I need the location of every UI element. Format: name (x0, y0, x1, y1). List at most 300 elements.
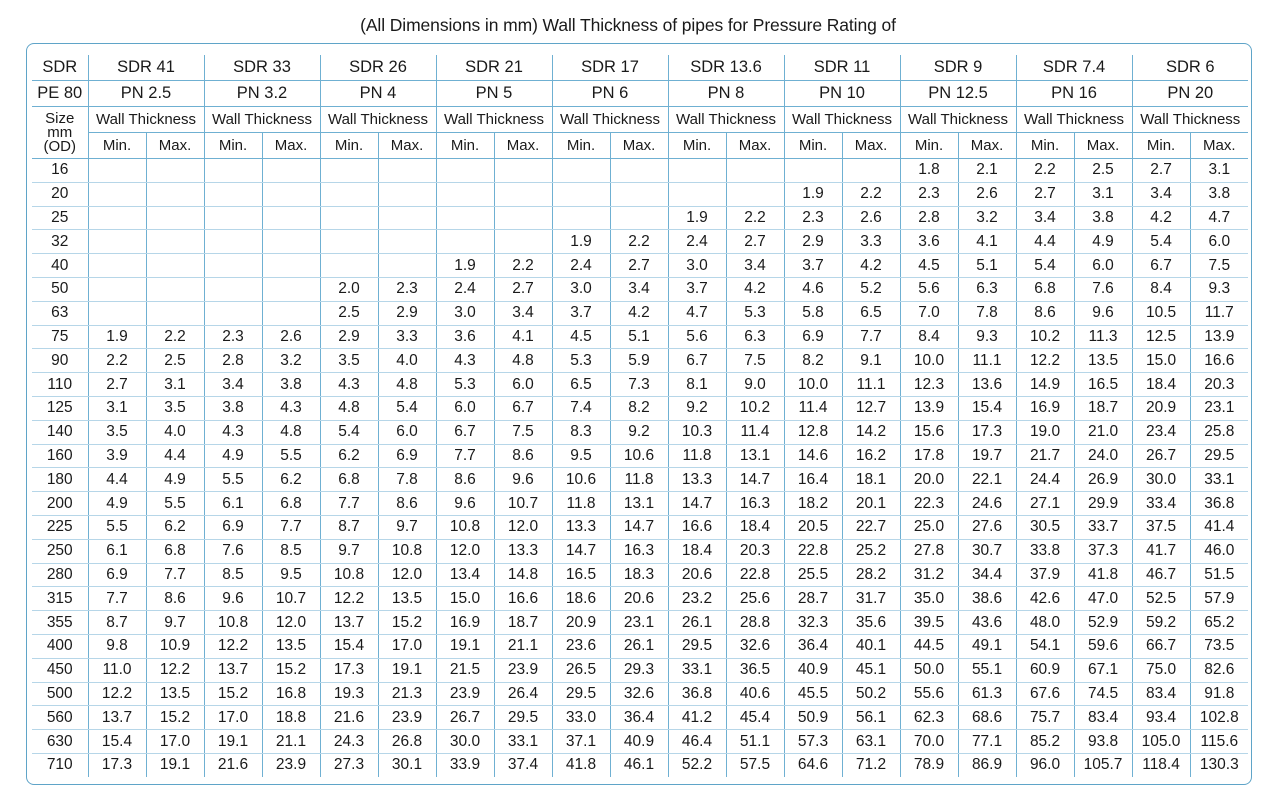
max-value-cell (378, 254, 436, 278)
max-value-cell: 8.5 (262, 539, 320, 563)
max-value-cell (610, 159, 668, 183)
min-value-cell: 16.9 (436, 611, 494, 635)
table-row (32, 206, 1248, 230)
max-value-cell (146, 254, 204, 278)
pn-header: PN 16 (1016, 81, 1132, 107)
min-value-cell: 5.4 (1016, 254, 1074, 278)
min-value-cell: 10.8 (320, 563, 378, 587)
min-value-cell (88, 230, 146, 254)
max-value-cell: 26.8 (378, 730, 436, 754)
min-value-cell: 46.4 (668, 730, 726, 754)
min-value-cell: 15.4 (88, 730, 146, 754)
min-value-cell: 9.5 (552, 444, 610, 468)
size-cell: 250 (32, 539, 88, 563)
max-value-cell: 21.1 (494, 634, 552, 658)
table-row (32, 159, 1248, 183)
max-value-cell: 16.8 (262, 682, 320, 706)
min-value-cell (320, 254, 378, 278)
min-value-cell: 6.9 (784, 325, 842, 349)
min-value-cell: 2.5 (320, 301, 378, 325)
max-value-cell: 29.9 (1074, 492, 1132, 516)
min-header: Min. (320, 133, 378, 159)
min-value-cell: 20.9 (552, 611, 610, 635)
max-value-cell: 5.5 (146, 492, 204, 516)
min-value-cell: 13.7 (88, 706, 146, 730)
max-value-cell: 10.7 (262, 587, 320, 611)
max-header: Max. (262, 133, 320, 159)
max-value-cell: 2.2 (610, 230, 668, 254)
max-value-cell: 17.0 (146, 730, 204, 754)
min-value-cell (204, 230, 262, 254)
max-value-cell: 68.6 (958, 706, 1016, 730)
min-value-cell: 1.9 (436, 254, 494, 278)
max-value-cell: 8.2 (610, 396, 668, 420)
max-value-cell: 9.6 (1074, 301, 1132, 325)
max-value-cell: 4.2 (726, 277, 784, 301)
max-value-cell: 18.4 (726, 515, 784, 539)
min-value-cell: 37.9 (1016, 563, 1074, 587)
max-value-cell: 37.4 (494, 753, 552, 776)
min-value-cell: 12.0 (436, 539, 494, 563)
min-value-cell: 30.0 (436, 730, 494, 754)
max-value-cell (146, 277, 204, 301)
table-row (32, 254, 1248, 278)
table-row (32, 682, 1248, 706)
min-value-cell (320, 206, 378, 230)
min-value-cell: 42.6 (1016, 587, 1074, 611)
max-value-cell: 40.1 (842, 634, 900, 658)
max-value-cell: 86.9 (958, 753, 1016, 776)
min-value-cell: 66.7 (1132, 634, 1190, 658)
table-row (32, 706, 1248, 730)
min-value-cell (88, 206, 146, 230)
min-value-cell: 10.3 (668, 420, 726, 444)
max-value-cell: 13.5 (262, 634, 320, 658)
size-cell: 20 (32, 182, 88, 206)
max-value-cell: 6.8 (146, 539, 204, 563)
min-value-cell: 33.8 (1016, 539, 1074, 563)
max-value-cell: 9.2 (610, 420, 668, 444)
max-value-cell (726, 182, 784, 206)
min-value-cell: 18.4 (1132, 373, 1190, 397)
min-value-cell: 4.5 (900, 254, 958, 278)
max-value-cell: 7.7 (842, 325, 900, 349)
max-value-cell: 4.1 (494, 325, 552, 349)
max-value-cell: 20.6 (610, 587, 668, 611)
max-value-cell (494, 206, 552, 230)
min-value-cell: 17.0 (204, 706, 262, 730)
max-value-cell: 6.3 (958, 277, 1016, 301)
min-value-cell: 11.4 (784, 396, 842, 420)
max-value-cell: 14.8 (494, 563, 552, 587)
max-value-cell: 26.1 (610, 634, 668, 658)
min-value-cell: 12.3 (900, 373, 958, 397)
min-value-cell: 13.3 (552, 515, 610, 539)
max-value-cell: 11.8 (610, 468, 668, 492)
min-value-cell: 3.7 (668, 277, 726, 301)
min-value-cell: 4.6 (784, 277, 842, 301)
max-value-cell: 9.1 (842, 349, 900, 373)
max-value-cell: 3.4 (610, 277, 668, 301)
max-value-cell: 9.7 (146, 611, 204, 635)
max-value-cell: 24.0 (1074, 444, 1132, 468)
min-value-cell: 36.8 (668, 682, 726, 706)
max-value-cell: 3.3 (378, 325, 436, 349)
min-value-cell (320, 230, 378, 254)
max-value-cell (610, 206, 668, 230)
max-value-cell: 15.2 (262, 658, 320, 682)
min-value-cell (88, 159, 146, 183)
size-cell: 560 (32, 706, 88, 730)
max-value-cell: 5.2 (842, 277, 900, 301)
max-value-cell: 7.6 (1074, 277, 1132, 301)
max-value-cell: 23.9 (378, 706, 436, 730)
pn-header: PN 5 (436, 81, 552, 107)
min-value-cell: 8.2 (784, 349, 842, 373)
table-row (32, 611, 1248, 635)
min-value-cell (552, 159, 610, 183)
table-row (32, 396, 1248, 420)
min-value-cell: 22.8 (784, 539, 842, 563)
min-value-cell: 12.2 (1016, 349, 1074, 373)
sdr-header: SDR 26 (320, 55, 436, 81)
min-value-cell: 4.3 (436, 349, 494, 373)
min-value-cell: 14.7 (668, 492, 726, 516)
max-header: Max. (1074, 133, 1132, 159)
min-value-cell: 6.8 (1016, 277, 1074, 301)
max-value-cell: 57.5 (726, 753, 784, 776)
min-value-cell: 10.8 (204, 611, 262, 635)
min-value-cell: 9.7 (320, 539, 378, 563)
min-value-cell: 12.8 (784, 420, 842, 444)
size-cell: 280 (32, 563, 88, 587)
min-value-cell: 30.5 (1016, 515, 1074, 539)
min-value-cell: 70.0 (900, 730, 958, 754)
max-value-cell: 14.7 (726, 468, 784, 492)
max-value-cell: 11.1 (958, 349, 1016, 373)
min-value-cell: 7.7 (436, 444, 494, 468)
min-value-cell: 33.0 (552, 706, 610, 730)
max-value-cell: 33.7 (1074, 515, 1132, 539)
min-value-cell: 11.8 (668, 444, 726, 468)
page-title: (All Dimensions in mm) Wall Thickness of pipes for Pressure Rating of (360, 15, 896, 35)
max-value-cell: 33.1 (1190, 468, 1248, 492)
min-value-cell: 2.2 (1016, 159, 1074, 183)
min-value-cell: 83.4 (1132, 682, 1190, 706)
min-value-cell: 3.4 (204, 373, 262, 397)
min-value-cell: 26.5 (552, 658, 610, 682)
table-row (32, 730, 1248, 754)
min-value-cell: 19.0 (1016, 420, 1074, 444)
pn-header: PN 12.5 (900, 81, 1016, 107)
max-header: Max. (494, 133, 552, 159)
sdr-header: SDR 7.4 (1016, 55, 1132, 81)
min-value-cell: 32.3 (784, 611, 842, 635)
min-value-cell: 75.7 (1016, 706, 1074, 730)
max-value-cell: 67.1 (1074, 658, 1132, 682)
max-value-cell (262, 277, 320, 301)
min-value-cell (204, 301, 262, 325)
table-row (32, 587, 1248, 611)
min-value-cell: 3.8 (204, 396, 262, 420)
max-value-cell: 130.3 (1190, 753, 1248, 776)
sdr-header: SDR 13.6 (668, 55, 784, 81)
size-cell: 180 (32, 468, 88, 492)
max-value-cell: 10.8 (378, 539, 436, 563)
max-value-cell: 12.2 (146, 658, 204, 682)
max-value-cell: 27.6 (958, 515, 1016, 539)
max-value-cell: 21.1 (262, 730, 320, 754)
min-value-cell: 6.7 (436, 420, 494, 444)
min-value-cell: 9.6 (204, 587, 262, 611)
min-value-cell: 1.9 (552, 230, 610, 254)
max-value-cell: 59.6 (1074, 634, 1132, 658)
min-value-cell (88, 301, 146, 325)
table-row (32, 325, 1248, 349)
min-value-cell: 15.2 (204, 682, 262, 706)
max-value-cell: 9.5 (262, 563, 320, 587)
pn-header: PN 20 (1132, 81, 1248, 107)
min-value-cell: 21.6 (320, 706, 378, 730)
max-value-cell: 45.1 (842, 658, 900, 682)
min-value-cell: 18.6 (552, 587, 610, 611)
min-value-cell: 4.3 (320, 373, 378, 397)
max-value-cell: 2.7 (610, 254, 668, 278)
min-value-cell: 7.0 (900, 301, 958, 325)
size-cell: 40 (32, 254, 88, 278)
min-value-cell: 3.5 (88, 420, 146, 444)
size-cell: 32 (32, 230, 88, 254)
min-value-cell: 4.4 (1016, 230, 1074, 254)
size-cell: 25 (32, 206, 88, 230)
min-header: Min. (436, 133, 494, 159)
size-cell: 315 (32, 587, 88, 611)
min-value-cell: 8.7 (88, 611, 146, 635)
wall-thickness-header: Wall Thickness (900, 107, 1016, 133)
min-value-cell: 2.9 (320, 325, 378, 349)
min-value-cell: 2.2 (88, 349, 146, 373)
min-value-cell: 12.2 (320, 587, 378, 611)
sdr-header: SDR 21 (436, 55, 552, 81)
min-value-cell: 3.7 (552, 301, 610, 325)
max-value-cell: 9.0 (726, 373, 784, 397)
min-value-cell: 4.4 (88, 468, 146, 492)
max-value-cell (610, 182, 668, 206)
max-value-cell: 2.2 (146, 325, 204, 349)
min-value-cell: 3.4 (1132, 182, 1190, 206)
min-value-cell: 4.5 (552, 325, 610, 349)
min-value-cell: 3.4 (1016, 206, 1074, 230)
min-value-cell: 2.8 (900, 206, 958, 230)
max-value-cell: 7.3 (610, 373, 668, 397)
max-value-cell: 25.2 (842, 539, 900, 563)
min-value-cell (436, 230, 494, 254)
max-value-cell: 22.7 (842, 515, 900, 539)
max-value-cell: 36.5 (726, 658, 784, 682)
size-header-line: (OD) (43, 137, 76, 155)
max-value-cell: 2.6 (958, 182, 1016, 206)
size-cell: 50 (32, 277, 88, 301)
max-value-cell: 45.4 (726, 706, 784, 730)
min-value-cell: 8.3 (552, 420, 610, 444)
wall-thickness-header: Wall Thickness (436, 107, 552, 133)
max-value-cell: 25.8 (1190, 420, 1248, 444)
max-value-cell: 83.4 (1074, 706, 1132, 730)
min-value-cell: 4.8 (320, 396, 378, 420)
min-value-cell: 7.7 (320, 492, 378, 516)
table-row (32, 563, 1248, 587)
max-value-cell: 47.0 (1074, 587, 1132, 611)
min-value-cell: 16.6 (668, 515, 726, 539)
min-value-cell: 10.8 (436, 515, 494, 539)
min-value-cell: 11.0 (88, 658, 146, 682)
pn-header: PN 3.2 (204, 81, 320, 107)
min-value-cell: 20.6 (668, 563, 726, 587)
min-value-cell: 8.4 (900, 325, 958, 349)
min-value-cell: 17.3 (88, 753, 146, 776)
min-value-cell: 17.3 (320, 658, 378, 682)
min-value-cell: 6.5 (552, 373, 610, 397)
min-value-cell: 19.1 (436, 634, 494, 658)
max-value-cell (262, 230, 320, 254)
min-value-cell: 6.7 (1132, 254, 1190, 278)
min-value-cell: 6.7 (668, 349, 726, 373)
size-header (32, 107, 88, 159)
min-value-cell: 33.1 (668, 658, 726, 682)
max-value-cell: 18.7 (494, 611, 552, 635)
max-value-cell: 31.7 (842, 587, 900, 611)
min-value-cell: 2.3 (204, 325, 262, 349)
sdr-header: SDR 17 (552, 55, 668, 81)
max-value-cell: 4.8 (262, 420, 320, 444)
min-value-cell: 10.5 (1132, 301, 1190, 325)
min-value-cell: 5.5 (204, 468, 262, 492)
max-value-cell: 102.8 (1190, 706, 1248, 730)
max-value-cell: 19.1 (146, 753, 204, 776)
max-value-cell: 36.8 (1190, 492, 1248, 516)
size-header-line: Size (45, 109, 75, 127)
min-value-cell (436, 159, 494, 183)
min-value-cell: 1.9 (88, 325, 146, 349)
min-value-cell: 3.0 (552, 277, 610, 301)
min-value-cell: 41.7 (1132, 539, 1190, 563)
min-value-cell: 8.7 (320, 515, 378, 539)
min-value-cell: 14.7 (552, 539, 610, 563)
min-value-cell: 27.1 (1016, 492, 1074, 516)
max-value-cell: 6.5 (842, 301, 900, 325)
min-value-cell: 57.3 (784, 730, 842, 754)
max-value-cell: 29.3 (610, 658, 668, 682)
min-value-cell: 25.0 (900, 515, 958, 539)
max-value-cell: 6.0 (494, 373, 552, 397)
max-value-cell: 6.9 (378, 444, 436, 468)
min-header: Min. (900, 133, 958, 159)
min-value-cell: 19.3 (320, 682, 378, 706)
max-value-cell: 7.8 (378, 468, 436, 492)
max-value-cell: 4.2 (842, 254, 900, 278)
max-value-cell: 56.1 (842, 706, 900, 730)
max-value-cell: 2.2 (494, 254, 552, 278)
min-value-cell: 6.1 (88, 539, 146, 563)
max-value-cell: 18.8 (262, 706, 320, 730)
max-value-cell (842, 159, 900, 183)
min-value-cell: 6.1 (204, 492, 262, 516)
max-value-cell: 4.0 (146, 420, 204, 444)
max-value-cell: 8.6 (378, 492, 436, 516)
min-value-cell (204, 254, 262, 278)
wall-thickness-header: Wall Thickness (552, 107, 668, 133)
min-value-cell: 62.3 (900, 706, 958, 730)
max-value-cell: 40.6 (726, 682, 784, 706)
max-value-cell: 2.5 (1074, 159, 1132, 183)
max-value-cell: 13.6 (958, 373, 1016, 397)
max-value-cell: 30.1 (378, 753, 436, 776)
min-value-cell: 75.0 (1132, 658, 1190, 682)
min-value-cell: 9.8 (88, 634, 146, 658)
max-value-cell: 3.2 (262, 349, 320, 373)
max-value-cell: 26.4 (494, 682, 552, 706)
min-value-cell: 13.4 (436, 563, 494, 587)
min-value-cell: 2.3 (784, 206, 842, 230)
min-value-cell (204, 159, 262, 183)
max-value-cell: 8.6 (146, 587, 204, 611)
min-value-cell: 23.2 (668, 587, 726, 611)
min-value-cell: 31.2 (900, 563, 958, 587)
min-value-cell: 3.5 (320, 349, 378, 373)
max-value-cell: 46.1 (610, 753, 668, 776)
min-value-cell: 14.6 (784, 444, 842, 468)
size-cell: 110 (32, 373, 88, 397)
max-value-cell: 3.5 (146, 396, 204, 420)
max-value-cell: 15.4 (958, 396, 1016, 420)
max-value-cell: 2.9 (378, 301, 436, 325)
max-value-cell: 16.3 (726, 492, 784, 516)
table-row (32, 182, 1248, 206)
min-value-cell: 2.4 (668, 230, 726, 254)
min-value-cell: 52.2 (668, 753, 726, 776)
min-value-cell: 3.0 (436, 301, 494, 325)
min-value-cell: 41.8 (552, 753, 610, 776)
min-value-cell: 93.4 (1132, 706, 1190, 730)
table-row (32, 658, 1248, 682)
max-value-cell: 6.2 (262, 468, 320, 492)
max-value-cell: 4.1 (958, 230, 1016, 254)
min-value-cell: 45.5 (784, 682, 842, 706)
min-value-cell: 21.5 (436, 658, 494, 682)
pn-header: PN 8 (668, 81, 784, 107)
size-cell: 160 (32, 444, 88, 468)
min-value-cell: 9.6 (436, 492, 494, 516)
table-row (32, 230, 1248, 254)
max-value-cell: 23.9 (262, 753, 320, 776)
max-value-cell: 12.0 (494, 515, 552, 539)
max-value-cell: 15.2 (378, 611, 436, 635)
pn-header: PN 6 (552, 81, 668, 107)
max-value-cell: 12.0 (378, 563, 436, 587)
max-value-cell: 12.0 (262, 611, 320, 635)
min-value-cell: 3.7 (784, 254, 842, 278)
min-value-cell: 20.5 (784, 515, 842, 539)
wall-thickness-table (32, 55, 1248, 777)
max-value-cell (378, 182, 436, 206)
max-value-cell: 10.9 (146, 634, 204, 658)
max-value-cell: 9.7 (378, 515, 436, 539)
wall-thickness-header: Wall Thickness (784, 107, 900, 133)
min-value-cell: 50.0 (900, 658, 958, 682)
sdr-header: SDR 11 (784, 55, 900, 81)
max-value-cell (146, 301, 204, 325)
max-value-cell: 3.8 (1190, 182, 1248, 206)
